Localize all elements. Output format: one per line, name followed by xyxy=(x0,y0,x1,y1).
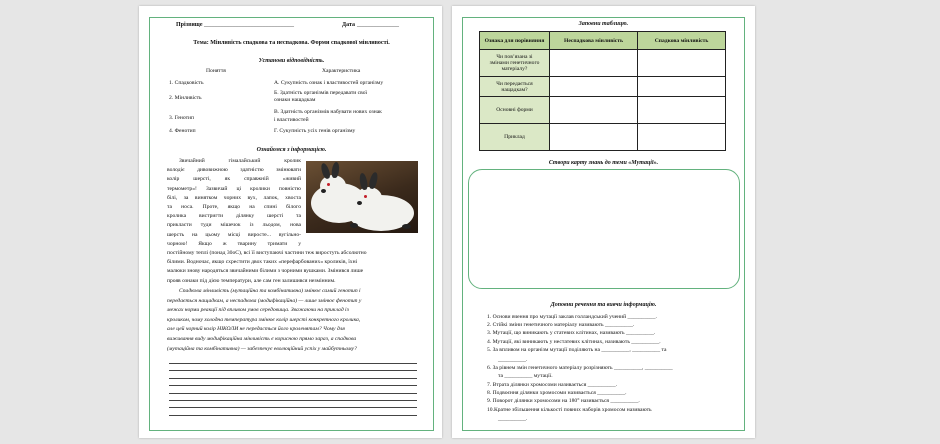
paragraph-line: кролика вистригти ділянку шерсті та xyxy=(167,213,301,220)
paragraph-line: Спадкова мінливість (мутаційна та комбінативна) змінює самий генотип і xyxy=(179,288,361,294)
characteristic-item: ознаки нащадкам xyxy=(274,97,316,103)
sentence-item[interactable]: 6. За рівнем змін генетичного матеріалу розрізняють __________, __________ xyxy=(487,365,673,371)
paragraph-line: але цей чорний колір НІКОЛИ не передасться його кроленятам? Чому для xyxy=(167,326,345,333)
paragraph-line: (мутаційна та комбінативна) — забезпечує еволюційний успіх у майбутньому? xyxy=(167,345,357,352)
characteristic-item: Б. Здатність організмів передавати свої xyxy=(274,90,368,96)
surname-label: Прізвище xyxy=(176,22,203,28)
date-label: Дата xyxy=(342,22,355,28)
table-cell-input[interactable] xyxy=(638,77,726,97)
paragraph-line: колір шерсті, як справжній «живий xyxy=(167,176,301,183)
paragraph-line: та носа. Проте, якщо на спині білого xyxy=(167,204,301,210)
answer-line[interactable] xyxy=(169,378,417,379)
concept-item: 1. Спадковість xyxy=(169,80,204,86)
sentence-item[interactable]: 10.Кратне збільшення кількості повних наборів хромосом називають xyxy=(487,407,652,413)
answer-line[interactable] xyxy=(169,370,417,371)
sentence-item[interactable]: 2. Стійкі зміни генетичного матеріалу називають __________. xyxy=(487,322,635,328)
himalayan-rabbits-photo xyxy=(306,161,418,233)
table-row-label: Чи передається нащадкам? xyxy=(480,77,550,97)
info-heading: Ознайомся з інформацією. xyxy=(256,147,327,153)
table-cell-input[interactable] xyxy=(550,50,638,77)
table-row-label: Приклад xyxy=(480,124,550,151)
paragraph-line: шерсть на цьому місці виросте... вугільно- xyxy=(167,231,301,238)
table-header-cell: Спадкова мінливість xyxy=(638,32,726,50)
worksheet-page-2 xyxy=(452,6,755,438)
paragraph-line: термометр»! Зазвичай ці кролики повністю xyxy=(167,185,301,192)
paragraph-line: малюки знову народяться звичайними білими з чорними вушками. Змінився лише xyxy=(167,268,364,275)
characteristic-item: Г. Сукупність усіх генів організму xyxy=(274,128,356,134)
table-cell-input[interactable] xyxy=(638,124,726,151)
answer-line[interactable] xyxy=(169,393,417,394)
characteristic-column-header: Характеристика xyxy=(322,68,361,74)
sentence-item[interactable]: та __________ мутації. xyxy=(498,373,553,379)
paragraph-line: чорною! Якщо ж тварину тримати у xyxy=(167,240,301,247)
surname-field[interactable]: ______________________________ xyxy=(204,22,294,28)
paragraph-line: межах норми реакції під впливом умов середовища. Зважаючи на приклад із xyxy=(167,307,349,314)
knowledge-map-heading: Створи карту знань до теми «Мутації». xyxy=(548,160,659,166)
table-cell-input[interactable] xyxy=(550,124,638,151)
sentence-item[interactable]: 5. За впливом на організм мутації поділяють на __________, __________ та xyxy=(487,347,667,353)
sentence-item[interactable]: __________. xyxy=(498,357,528,363)
paragraph-line: передається нащадкам, а неспадкова (модифікаційна) — лише змінює фенотип у xyxy=(167,297,362,304)
comparison-table xyxy=(479,31,726,151)
sentences-heading: Доповни речення та вивчи інформацію. xyxy=(550,302,657,308)
answer-line[interactable] xyxy=(169,407,417,408)
matching-heading: Установи відповідність. xyxy=(258,58,325,64)
answer-line[interactable] xyxy=(169,363,417,364)
concept-item: 3. Генотип xyxy=(169,115,195,121)
table-cell-input[interactable] xyxy=(638,97,726,124)
paragraph-line: білі, за винятком чорних вух, лапок, хвоста xyxy=(167,194,301,201)
characteristic-item: В. Здатність організмів набувати нових ознак xyxy=(274,109,382,115)
table-header-cell: Неспадкова мінливість xyxy=(550,32,638,50)
paragraph-line: постійному теплі (понад 30оС), всі її виступаючі частини теж виростуть абсолютно xyxy=(167,250,367,256)
characteristic-item: А. Сукупність ознак і властивостей організму xyxy=(274,80,384,86)
sentence-item[interactable]: 8. Подвоєння ділянки хромосоми називається __________. xyxy=(487,390,627,396)
table-cell-input[interactable] xyxy=(550,77,638,97)
concept-item: 2. Мінливість xyxy=(169,95,202,101)
answer-line[interactable] xyxy=(169,400,417,401)
date-field[interactable]: ______________ xyxy=(357,22,399,28)
sentence-item[interactable]: 4. Мутації, які виникають у нестатевих клітинах, називають __________. xyxy=(487,339,661,345)
table-cell-input[interactable] xyxy=(638,50,726,77)
paragraph-line: Звичайний гімалайський кролик xyxy=(179,158,301,164)
answer-line[interactable] xyxy=(169,415,417,416)
sentence-item[interactable]: __________. xyxy=(498,416,528,422)
paragraph-line: прояв ознаки під дією температури, але сам ген залишився незмінним. xyxy=(167,277,336,284)
concept-column-header: Поняття xyxy=(206,68,226,74)
sentence-item[interactable]: 7. Втрата ділянки хромосоми називається __________. xyxy=(487,382,618,388)
concept-item: 4. Фенотип xyxy=(169,128,196,134)
sentence-item[interactable]: 9. Поворот ділянки хромосоми на 180° називається __________. xyxy=(487,398,640,404)
characteristic-item: і властивостей xyxy=(274,117,309,123)
table-row-label: Основні форми xyxy=(480,97,550,124)
sentence-item[interactable]: 3. Мутації, що виникають у статевих клітинах, називають __________. xyxy=(487,330,656,336)
table-heading: Заповни таблицю. xyxy=(578,21,629,27)
topic-title: Тема: Мінливість спадкова та неспадкова. Форми спадкової мінливості. xyxy=(193,40,390,46)
paragraph-line: прикласти туди мішечок із льодом, нова xyxy=(167,222,301,229)
paragraph-line: кроликом, чому холодна температура змінює колір шерсті конкретного кролика, xyxy=(167,316,361,323)
answer-line[interactable] xyxy=(169,385,417,386)
paragraph-line: володіє дивовижною здатністю змінювати xyxy=(167,167,301,174)
paragraph-line: білими. Водночас, якщо схрестити двох таких «перефарбованих» кроликів, їхні xyxy=(167,259,358,266)
worksheet-page-1 xyxy=(139,6,442,438)
table-cell-input[interactable] xyxy=(550,97,638,124)
table-header-cell: Ознака для порівняння xyxy=(480,32,550,50)
table-row-label: Чи пов’язана зі змінами генетичного матеріалу? xyxy=(480,50,550,77)
sentence-item[interactable]: 1. Основи вчення про мутації заклав голландський учений __________. xyxy=(487,314,657,320)
knowledge-map-area[interactable] xyxy=(468,169,740,289)
paragraph-line: виживання виду модифікаційна мінливість є корисною прямо зараз, а спадкова xyxy=(167,336,357,342)
